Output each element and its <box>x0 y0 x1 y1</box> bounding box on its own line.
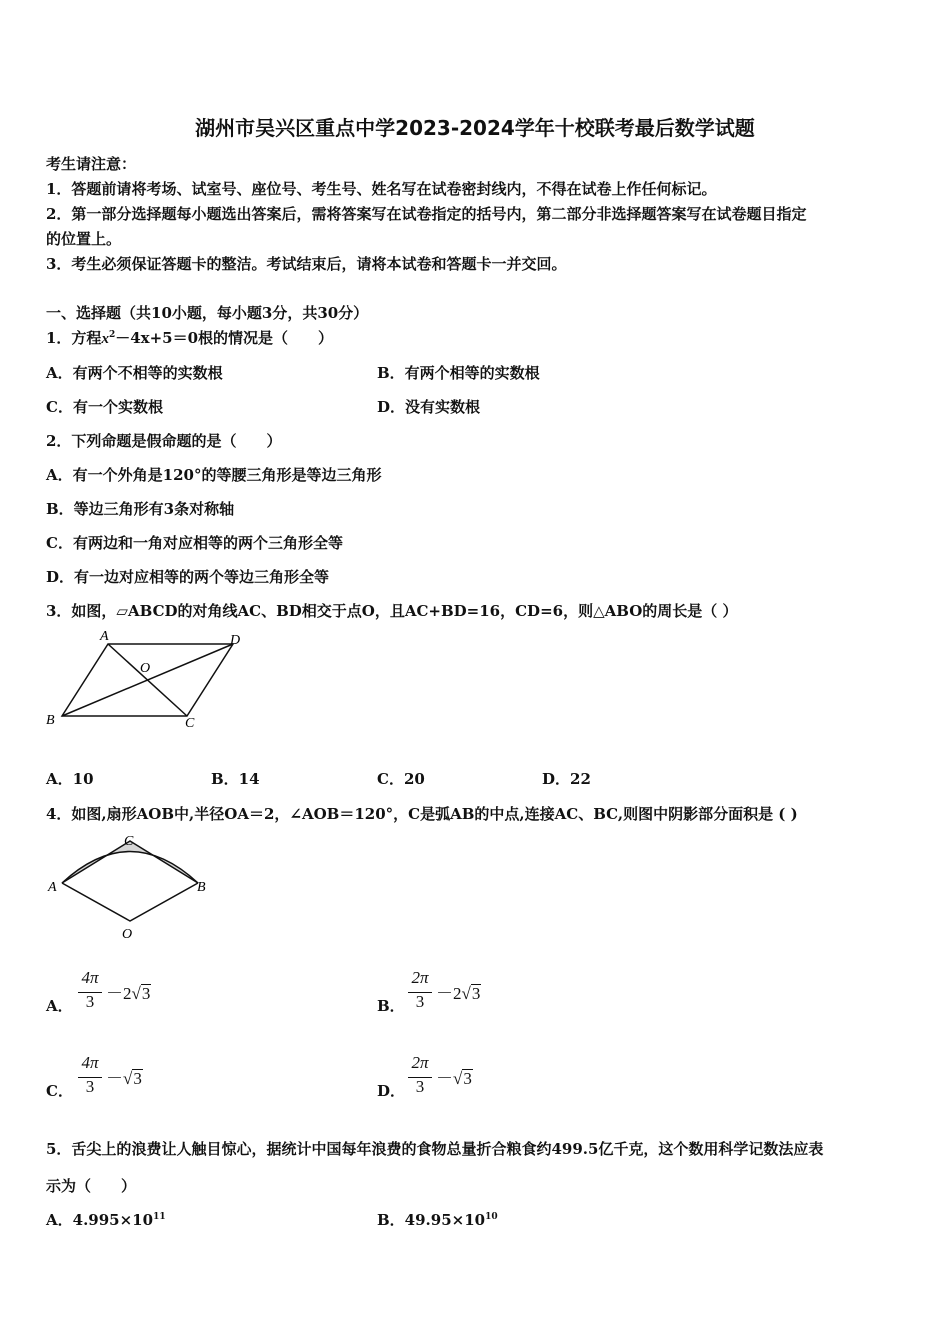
q1-option-d: D．没有实数根 <box>377 398 481 416</box>
coefficient: 2 <box>453 984 462 1003</box>
arc-ab <box>62 852 198 884</box>
vertex-label-a: A <box>100 629 109 644</box>
fraction-numerator: 2π <box>411 1053 429 1072</box>
q1-exponent: 2 <box>108 330 116 340</box>
fraction-numerator: 2π <box>411 968 429 987</box>
page-title: 湖州市吴兴区重点中学2023-2024学年十校联考最后数学试题 <box>195 116 755 140</box>
fraction-denominator: 3 <box>85 992 95 1011</box>
q5-option-b <box>377 1209 498 1230</box>
q4-option-c-expression: 4π 3 －√3 <box>76 1053 196 1103</box>
q4-option-b-letter: B． <box>377 997 405 1015</box>
q1-stem-prefix: 1．方程 <box>46 329 102 347</box>
q5-stem-line-2: 示为（ ） <box>46 1177 137 1195</box>
q1-stem <box>46 327 333 348</box>
vertex-label-o: O <box>140 661 151 676</box>
q5-option-b-base: B．49.95×10 <box>377 1211 486 1229</box>
minus-sign: － <box>436 984 453 1003</box>
q2-option-a: A．有一个外角是120°的等腰三角形是等边三角形 <box>46 466 382 484</box>
q4-option-a-expression: 4π 3 －2√3 <box>76 968 196 1018</box>
point-label-b: B <box>197 880 206 895</box>
q1-option-c: C．有一个实数根 <box>46 398 163 416</box>
radicand: 3 <box>471 984 481 1003</box>
q4-option-c-letter: C． <box>46 1082 73 1100</box>
fraction-numerator: 4π <box>81 968 99 987</box>
q4-option-b-expression: 2π 3 －2√3 <box>406 968 526 1018</box>
vertex-label-c: C <box>185 716 195 731</box>
radii-oa-ob <box>62 883 198 921</box>
sector-figure <box>40 828 220 943</box>
notice-heading: 考生请注意： <box>46 155 137 173</box>
radicand: 3 <box>463 1069 472 1088</box>
q5-option-a <box>46 1209 166 1230</box>
notice-item-2-cont: 的位置上。 <box>46 230 122 248</box>
fraction-denominator: 3 <box>415 992 425 1011</box>
notice-item-3: 3．考生必须保证答题卡的整洁。考试结束后，请将本试卷和答题卡一并交回。 <box>46 255 567 273</box>
q5-stem-line-1: 5．舌尖上的浪费让人触目惊心，据统计中国每年浪费的食物总量折合粮食约499.5亿千克，这个数用科学记数法应表 <box>46 1140 824 1158</box>
coefficient: 2 <box>123 984 132 1003</box>
section-heading: 一、选择题（共10小题，每小题3分，共30分） <box>46 304 369 322</box>
q3-option-b: B．14 <box>211 770 260 788</box>
q4-option-a-letter: A． <box>46 997 73 1015</box>
fraction-numerator: 4π <box>81 1053 99 1072</box>
point-label-c: C <box>124 834 134 849</box>
notice-item-1: 1．答题前请将考场、试室号、座位号、考生号、姓名写在试卷密封线内，不得在试卷上作任何标记。 <box>46 180 717 198</box>
radicand: 3 <box>133 1069 142 1088</box>
q4-option-d-letter: D． <box>377 1082 406 1100</box>
q2-option-d: D．有一边对应相等的两个等边三角形全等 <box>46 568 330 586</box>
point-label-a: A <box>48 880 57 895</box>
q5-option-b-exponent: 10 <box>485 1212 498 1222</box>
q1-option-a: A．有两个不相等的实数根 <box>46 364 223 382</box>
q1-variable: x <box>101 331 109 347</box>
minus-sign: － <box>436 1069 453 1088</box>
q2-stem: 2．下列命题是假命题的是（ ） <box>46 432 282 450</box>
minus-sign: － <box>106 1069 123 1088</box>
q3-option-d: D．22 <box>542 770 591 788</box>
diagonal-bd <box>62 644 233 716</box>
q4-option-d-expression: 2π 3 －√3 <box>406 1053 526 1103</box>
q3-option-a: A．10 <box>46 770 94 788</box>
radicand: 3 <box>141 984 151 1003</box>
q3-stem: 3．如图，▱ABCD的对角线AC、BD相交于点O，且AC+BD=16，CD=6，则△ABO的周长是（ ） <box>46 602 738 620</box>
minus-sign: － <box>106 984 123 1003</box>
fraction-denominator: 3 <box>85 1077 95 1096</box>
parallelogram-figure <box>40 625 260 735</box>
point-label-o: O <box>122 927 133 942</box>
q2-option-b: B．等边三角形有3条对称轴 <box>46 500 235 518</box>
q1-option-b: B．有两个相等的实数根 <box>377 364 540 382</box>
fraction-denominator: 3 <box>415 1077 425 1096</box>
q5-option-a-base: A．4.995×10 <box>46 1211 154 1229</box>
q3-option-c: C．20 <box>377 770 425 788</box>
vertex-label-b: B <box>46 713 55 728</box>
q4-stem: 4．如图,扇形AOB中,半径OA＝2，∠AOB＝120°，C是弧AB的中点,连接AC、BC,则图中阴影部分面积是 ( ) <box>46 805 798 823</box>
vertex-label-d: D <box>230 633 241 648</box>
q1-stem-suffix: －4x+5＝0根的情况是（ ） <box>115 329 334 347</box>
q2-option-c: C．有两边和一角对应相等的两个三角形全等 <box>46 534 343 552</box>
q5-option-a-exponent: 11 <box>153 1212 166 1222</box>
notice-item-2: 2．第一部分选择题每小题选出答案后，需将答案写在试卷指定的括号内，第二部分非选择题答案写在试卷题目指定 <box>46 205 807 223</box>
